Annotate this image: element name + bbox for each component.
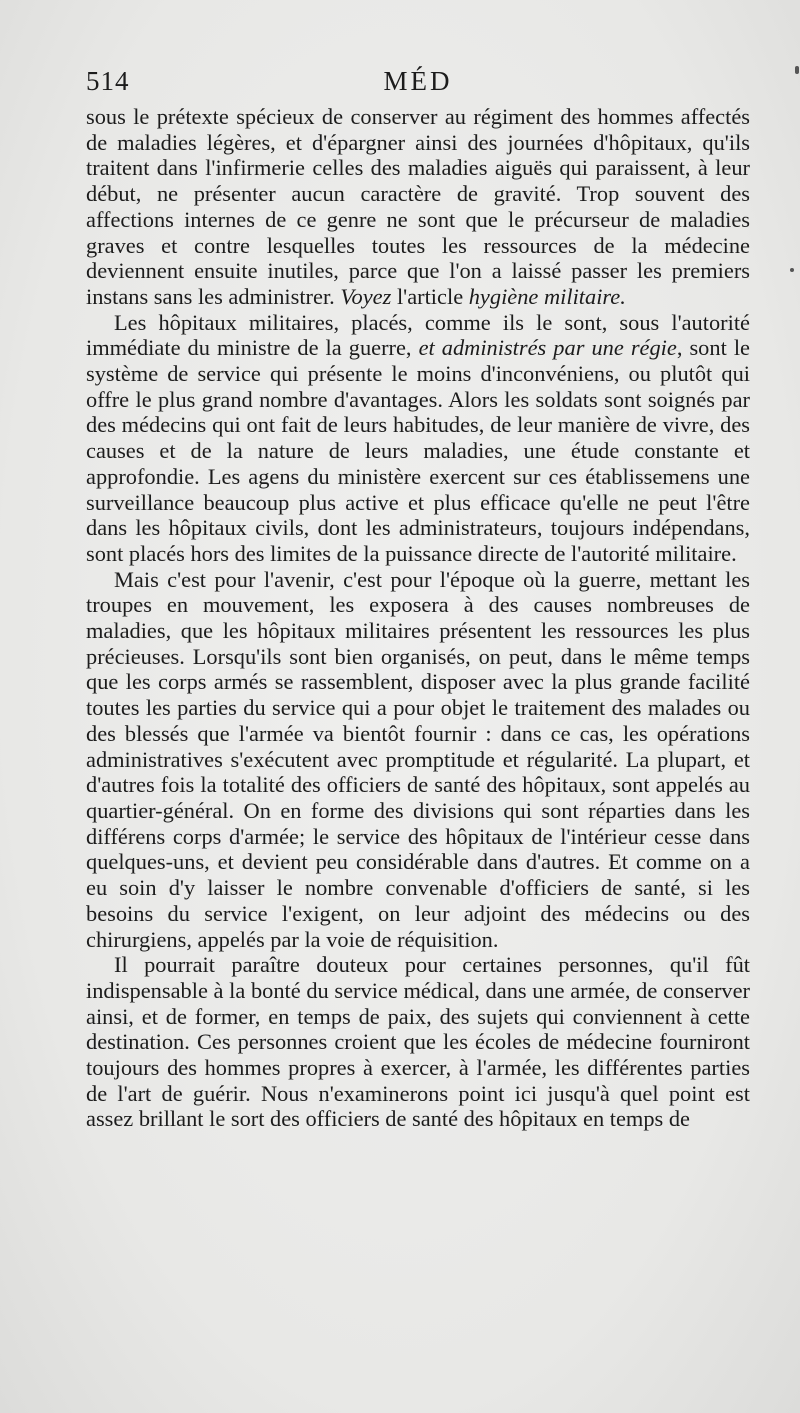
- running-head: MÉD: [383, 66, 453, 96]
- margin-speck: [790, 268, 794, 272]
- text-run: Il pourrait paraître douteux pour certaines personnes, qu'il fût indispensable à la bonté du service médical, dans une armée, de conserver ainsi, et de former, en temps de paix, des sujets qui conviennent à cette destination. Ces personnes croient que les écoles de médecine fourniront toujours des hommes propres à exercer, à l'armée, les différentes parties de l'art de guérir. Nous n'examinerons point ici jusqu'à quel point est assez brillant le sort des officiers de santé des hôpitaux en temps de: [86, 952, 750, 1132]
- paragraph: [86, 104, 750, 310]
- italic-text: Voyez: [340, 283, 392, 309]
- page-number: 514: [86, 66, 130, 96]
- body-text: [86, 104, 750, 1132]
- paragraph: [86, 567, 750, 953]
- italic-text: hygiène militaire.: [468, 283, 626, 309]
- italic-text: et administrés par une régie: [418, 335, 677, 361]
- margin-speck: [795, 66, 799, 74]
- text-run: sous le prétexte spécieux de conserver au régiment des hommes affectés de maladies légères, et d'épargner ainsi des journées d'hôpitaux, qu'ils traitent dans l'infirmerie celles des maladies aiguës qui paraissent, à leur début, ne présenter aucun caractère de gravité. Trop souvent des affections internes de ce genre ne sont que le précurseur de maladies graves et contre lesquelles toutes les ressources de la médecine deviennent ensuite inutiles, parce que l'on a laissé passer les premiers instans sans les administrer.: [86, 104, 750, 309]
- paragraph: [86, 310, 750, 567]
- text-run: , sont le système de service qui présente le moins d'inconvéniens, ou plutôt qui offre le plus grand nombre d'avantages. Alors les soldats sont soignés par des médecins qui ont fait de leurs habitudes, de leur manière de vivre, des causes et de la nature de leurs maladies, une étude constante et approfondie. Les agens du ministère exercent sur ces établissemens une surveillance beaucoup plus active et plus efficace qu'elle ne peut l'être dans les hôpitaux civils, dont les administrateurs, toujours indépendans, sont placés hors des limites de la puissance directe de l'autorité militaire.: [86, 335, 750, 566]
- text-run: l'article: [391, 283, 469, 309]
- text-run: Les hôpitaux militaires, placés, comme ils le sont, sous l'autorité immédiate du ministre de la guerre,: [86, 309, 750, 361]
- paragraph: [86, 952, 750, 1132]
- text-run: Mais c'est pour l'avenir, c'est pour l'époque où la guerre, mettant les troupes en mouvement, les exposera à des causes nombreuses de maladies, que les hôpitaux militaires présentent les ressources les plus précieuses. Lorsqu'ils sont bien organisés, on peut, dans le même temps que les corps armés se rassemblent, disposer avec la plus grande facilité toutes les parties du service qui a pour objet le traitement des malades ou des blessés que l'armée va bientôt fournir : dans ce cas, les opérations administratives s'exécutent avec promptitude et régularité. La plupart, et d'autres fois la totalité des officiers de santé des hôpitaux, sont appelés au quartier-général. On en forme des divisions qui sont réparties dans les différens corps d'armée; le service des hôpitaux de l'intérieur cesse dans quelques-uns, et devient peu considérable dans d'autres. Et comme on a eu soin d'y laisser le nombre convenable d'officiers de santé, si les besoins du service l'exigent, on leur adjoint des médecins ou des chirurgiens, appelés par la voie de réquisition.: [86, 566, 750, 952]
- page-header: [86, 66, 750, 106]
